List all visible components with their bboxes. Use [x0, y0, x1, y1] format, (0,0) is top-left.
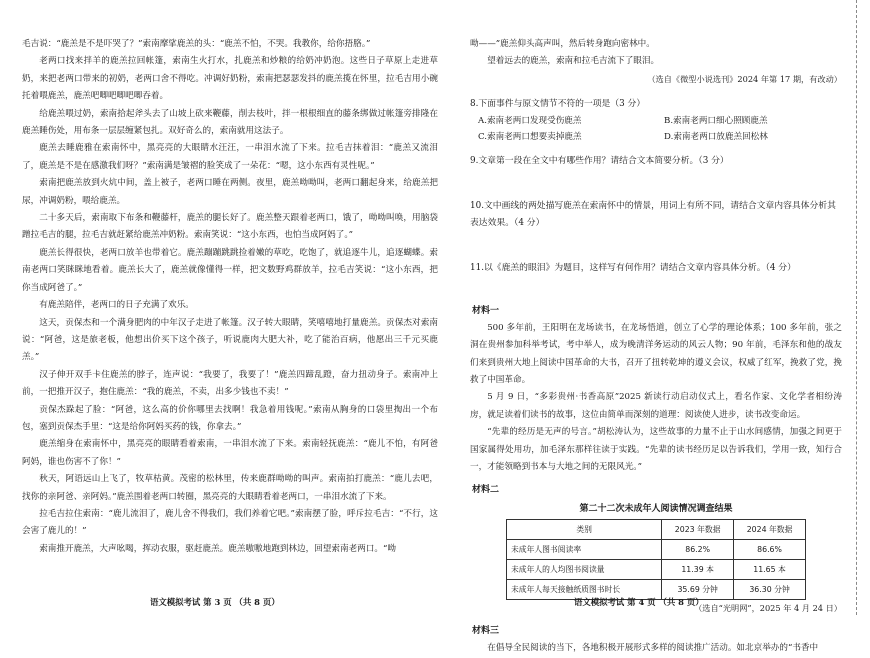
answer-space	[470, 277, 842, 297]
material-2-label: 材料二	[472, 485, 500, 496]
story-paragraph: 秋天，阿语远山上飞了，牧草枯黄。茂密的松林里，传来鹿群呦呦的叫声。索南拍打鹿羔：“鹿儿去吧，找你的亲阿爸、亲阿妈。”鹿羔围着老两口转圈，黑亮亮的大眼睛看着老两口，一串泪水流了下来。	[22, 474, 438, 502]
story-paragraph: 有鹿羔陪伴，老两口的日子充满了欢乐。	[39, 300, 194, 311]
table-cell: 未成年人的人均图书阅读量	[507, 560, 662, 580]
table-title: 第二十二次未成年人阅读情况调查结果	[579, 504, 733, 515]
story-paragraph: 索南把鹿羔放到火炕中间，盖上被子，老两口睡在两侧。夜里，鹿羔呦呦叫，老两口翻起身来，给鹿羔把尿，冲调奶粉，喂给鹿羔。	[22, 178, 438, 206]
binding-margin	[856, 0, 870, 615]
story-paragraph: 汉子伸开双手卡住鹿羔的脖子，连声说：“我要了，我要了！”鹿羔四蹄乱蹬，奋力扭动身子。索南冲上前，一把推开汉子，抱住鹿羔：“我的鹿羔，不卖，出多少钱也不卖！”	[22, 369, 438, 398]
table-header: 类别	[507, 520, 662, 540]
question-9: 9.文章第一段在全文中有哪些作用？请结合文本简要分析。（3 分）	[470, 155, 729, 166]
table-header: 2024 年数据	[734, 520, 806, 540]
question-8-options-row	[470, 129, 842, 145]
story-paragraph: 鹿羔缩身在索南怀中，黑亮亮的眼睛看着索南，一串泪水流了下来。索南轻抚鹿羔：“鹿儿不怕，有阿爸阿妈，谁也伤害不了你！”	[22, 439, 438, 467]
table-row	[507, 560, 806, 580]
option-b: B.索南老两口细心照顾鹿羔	[664, 115, 768, 126]
table-cell: 未成年人每天接触纸质图书时长	[507, 580, 662, 600]
story-paragraph: 呦——”鹿羔仰头高声叫，然后转身跑向密林中。	[470, 39, 655, 49]
option-c: C.索南老两口想要卖掉鹿羔	[478, 131, 582, 142]
story-paragraph: 望着远去的鹿羔，索南和拉毛吉流下了眼泪。	[487, 56, 660, 67]
option-a: A.索南老两口发现受伤鹿羔	[478, 115, 582, 126]
table-cell: 86.2%	[662, 540, 734, 560]
table-cell: 86.6%	[734, 540, 806, 560]
material-3-paragraph: 在倡导全民阅读的当下，各地积极开展形式多样的阅读推广活动。如北京举办的“书香中	[487, 643, 819, 654]
story-source: （选自《微型小说选刊》2024 年第 17 期，有改动）	[647, 73, 842, 84]
story-paragraph: 贡保杰跺起了脸：“阿爸，这么高的价你哪里去找啊！我急着用钱呢。”索南从胸身的口袋里掏出一个布包，塞到贡保杰手里：“这是给你阿妈买药的钱，你拿去。”	[22, 404, 438, 432]
table-cell: 35.69 分钟	[662, 580, 734, 600]
story-paragraph: 鹿羔去睡鹿雅在索南怀中，黑亮亮的大眼睛水汪汪，一串泪水流了下来。拉毛吉抹着泪：“鹿羔又流泪了，鹿羔是不是在感激我们呀？”索南满是皱褶的脸笑成了一朵花：“嗯，这小东西有灵性呢。”	[22, 143, 438, 171]
table-cell: 11.65 本	[734, 560, 806, 580]
table-header-row	[507, 520, 806, 540]
story-paragraph: 这天，贡保杰和一个满身肥肉的中年汉子走进了帐篷。汉子转大眼睛，笑嘻嘻地打量鹿羔。贡保杰对索南说：“阿爸，这是旅老板，他想出价买下这个孩子，听说鹿肉大肥大补，吃了能治百病，他愿出三千元买鹿羔。”	[22, 317, 438, 363]
option-d: D.索南老两口放鹿羔回松林	[664, 131, 768, 142]
table-cell: 36.30 分钟	[734, 580, 806, 600]
reading-survey-table	[506, 519, 806, 600]
page-3-column	[22, 36, 438, 558]
material-3-label: 材料三	[472, 626, 500, 637]
question-10: 10.文中画线的两处描写鹿羔在索南怀中的情景，用词上有所不同，请结合文章内容具体分析其表达效果。（4 分）	[470, 200, 836, 228]
story-paragraph: 老两口找来拌羊的鹿羔拉回帐篷，索南生火打水，扎鹿羔和炒粮的给奶冲奶泡。这些日子草原上走进草奶，来把老两口带来的初奶，老两口舍不得吃。冲调好奶粉，索南把瑟瑟发抖的鹿羔揽在怀里，拉毛吉用小碗托着喂鹿羔，鹿羔吧唧吧唧吧唧吞着。	[22, 56, 438, 102]
material-1-paragraph: 500 多年前，王阳明在龙场读书，在龙场悟道，创立了心学的理论体系；100 多年前，张之洞在贵州参加科举考试，考中举人，成为晚清洋务运动的风云人物；90 年前，毛泽东和他的战友们来到贵州大地上阅读中国革命的大书，召开了扭转乾坤的遵义会议，权威了红军，挽救了党，挽救了中国革命。	[470, 322, 842, 386]
material-1-label: 材料一	[472, 305, 500, 316]
table-cell: 11.39 本	[662, 560, 734, 580]
page-4-footer: 语文模拟考试 第 4 页 （共 8 页）	[574, 597, 704, 607]
table-source: （选自“光明网”，2025 年 4 月 24 日）	[694, 603, 842, 614]
story-paragraph: 给鹿羔喂过奶，索南拾起斧头去了山坡上砍来鞭藤，削去枝叶，拌一根根细直的藤条绑做过帐篷旁排隆在鹿羔睡伤处，用布条一层层缠紧包扎。双好奇么的，索南就用这法子。	[22, 108, 438, 137]
story-paragraph: 鹿羔长得很快，老两口放羊也带着它。鹿羔蹦蹦跳跳捡着嫩的草吃，吃饱了，就追逐牛儿，追逐蝴蝶。索南老两口笑眯眯地看着。鹿羔长大了，鹿羔就像懂得一样，把文数野鸡群放羊，拉毛吉笑说：“这小东西，把你当成阿爸了。”	[22, 247, 438, 293]
table-header: 2023 年数据	[662, 520, 734, 540]
material-1-paragraph: “先辈的经历是无声的号言。”胡松涛认为，这些故事的力量不止于山水间感情，加强之间更于国家属得处用功，加毛泽东那样往读于实践。“先辈的读书经历足以告诉我们，学用一致，知行合一，才能领略到书本与大地之间的无限风光。”	[470, 427, 842, 473]
story-paragraph: 拉毛吉拉住索南：“鹿儿流泪了，鹿儿舍不得我们，我们养着它吧。”索南摆了脸，呼斥拉毛吉：“不行，这会害了鹿儿的！”	[22, 508, 438, 537]
table-cell: 未成年人图书阅读率	[507, 540, 662, 560]
page-3-footer: 语文模拟考试 第 3 页 （共 8 页）	[150, 597, 280, 607]
story-paragraph: 二十多天后，索南取下布条和鞭藤杆，鹿羔的腿长好了。鹿羔整天跟着老两口，饿了，呦呦叫唤，用脑袋蹭拉毛吉的腿，拉毛吉就赶紧给鹿羔冲奶粉。索南笑说：“这小东西，也怕当成阿妈了。”	[22, 213, 438, 241]
story-paragraph: 索南推开鹿羔，大声吆喝，挥动衣服，驱赶鹿羔。鹿羔嗷嗷地跑到林边，回望索南老两口。“呦	[39, 543, 396, 554]
page-4-column	[470, 36, 842, 658]
table-row	[507, 540, 806, 560]
question-8-options-row	[470, 113, 842, 129]
story-paragraph: 毛吉说：“鹿羔是不是吓哭了？”索南摩挲鹿羔的头：“鹿羔不怕，不哭。我教你，给你捂胳。”	[22, 39, 371, 49]
answer-space	[470, 232, 842, 252]
question-8: 8.下面事件与原文情节不符的一项是（3 分）	[470, 98, 646, 109]
question-11: 11.以《鹿羔的眼泪》为题目，这样写有何作用？请结合文章内容具体分析。（4 分）	[470, 262, 796, 273]
answer-space	[470, 170, 842, 190]
material-1-paragraph: 5 月 9 日，“多彩贵州·书香高原”2025 新读行动启动仪式上，看名作家、文化学者相纷涛房，就足读着们读书的故事，这位由简单而深刻的道理：阅读使人进步，读书改变命运。	[470, 392, 842, 420]
